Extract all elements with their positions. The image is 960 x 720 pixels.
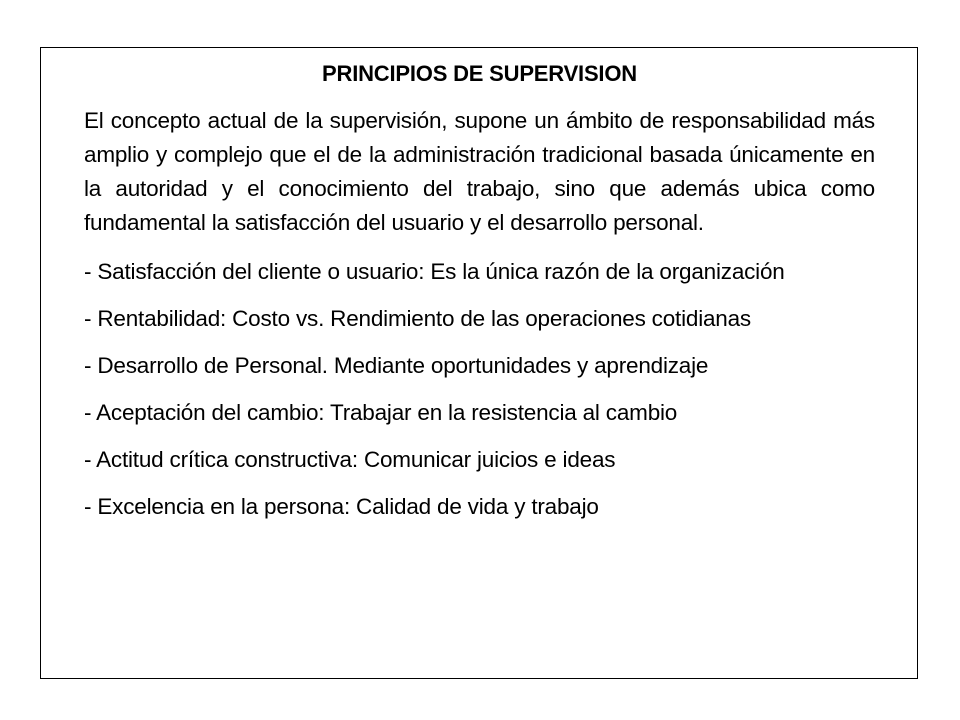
principle-item-change-acceptance: - Aceptación del cambio: Trabajar en la resistencia al cambio: [84, 400, 678, 425]
principle-item-profitability: - Rentabilidad: Costo vs. Rendimiento de las operaciones cotidianas: [84, 306, 751, 331]
principle-item-satisfaction: - Satisfacción del cliente o usuario: Es la única razón de la organización: [84, 259, 785, 284]
content-frame: [40, 47, 918, 679]
document-title: PRINCIPIOS DE SUPERVISION: [322, 61, 637, 86]
principle-item-excellence: - Excelencia en la persona: Calidad de vida y trabajo: [84, 494, 599, 519]
principles-list: [84, 255, 875, 524]
principle-item-personnel-development: - Desarrollo de Personal. Mediante oportunidades y aprendizaje: [84, 353, 709, 378]
principle-item-critical-attitude: - Actitud crítica constructiva: Comunicar juicios e ideas: [84, 447, 616, 472]
intro-paragraph: El concepto actual de la supervisión, supone un ámbito de responsabilidad más amplio y complejo que el de la administración tradicional basada únicamente en la autoridad y el conocimiento del trabajo, sino que además ubica como fundamental la satisfacción del usuario y el desarrollo personal.: [84, 108, 875, 235]
